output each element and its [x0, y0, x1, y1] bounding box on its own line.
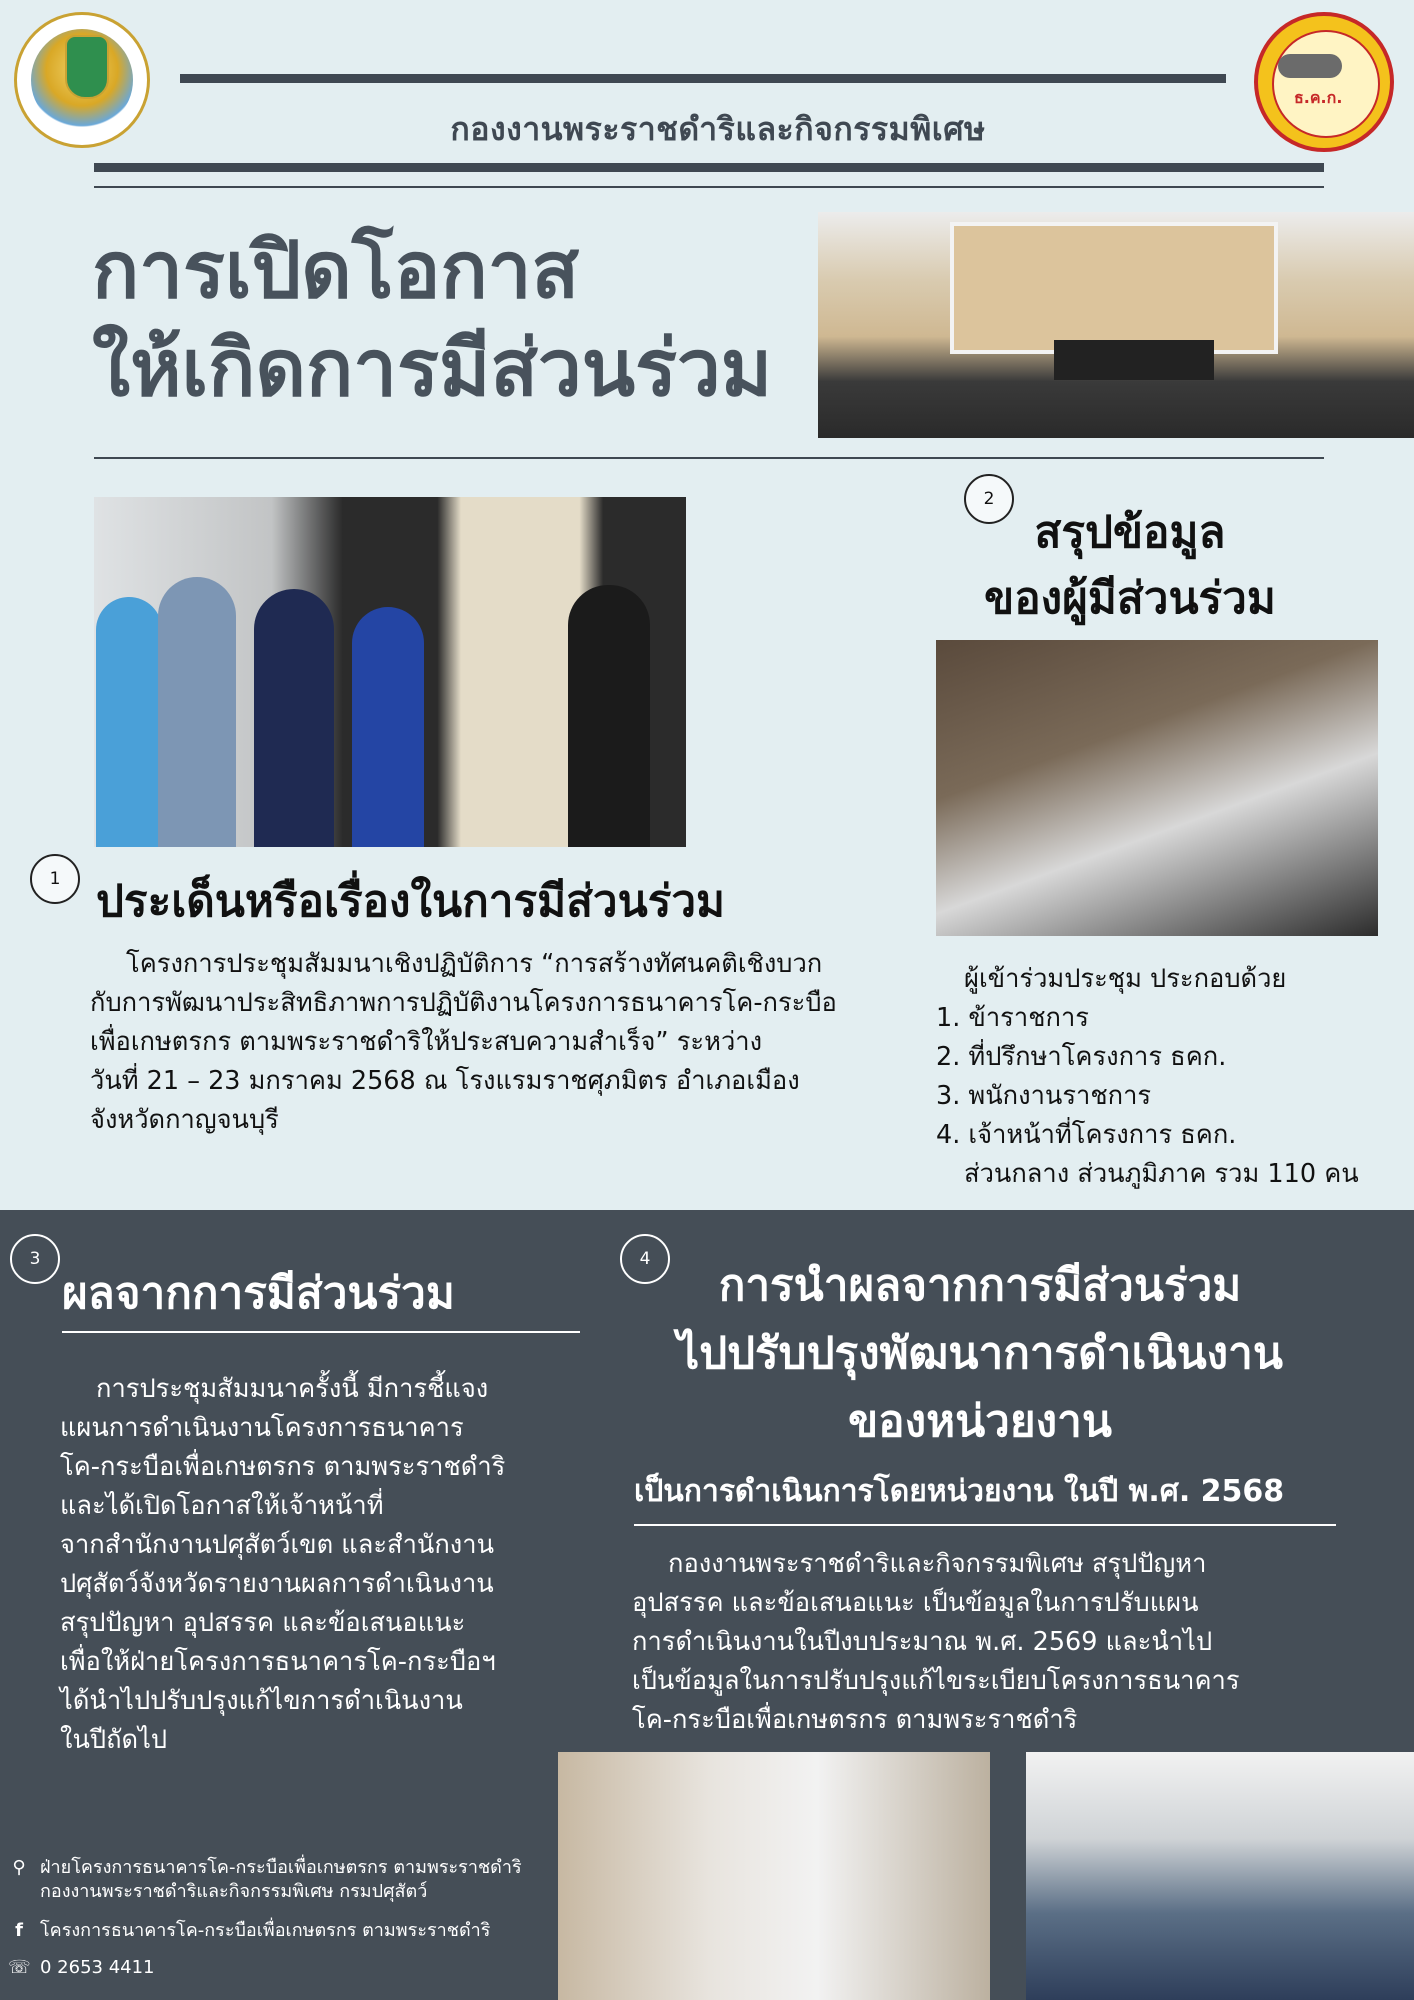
footer-phone-number: 0 2653 4411 [40, 1957, 155, 1978]
audience-crowd-photo [1026, 1752, 1414, 2000]
section-3-body [60, 1370, 580, 1760]
footer-address [8, 1856, 522, 1904]
footer-address-line-2: กองงานพระราชดำริและกิจกรรมพิเศษ กรมปศุสัตว์ [40, 1881, 428, 1902]
footer-phone [8, 1956, 155, 1980]
section-2-participant-list [936, 960, 1396, 1194]
section-2-line: 3. พนักงานราชการ [936, 1081, 1152, 1111]
title-line-2: ให้เกิดการมีส่วนร่วม [92, 324, 773, 414]
section-1-line: จังหวัดกาญจนบุรี [90, 1105, 279, 1135]
section-3-divider [62, 1331, 580, 1333]
facebook-icon: f [15, 1920, 23, 1941]
section-1-number: 1 [30, 854, 80, 904]
section-1-line: เพื่อเกษตรกร ตามพระราชดำริให้ประสบความสำเร็จ” ระหว่าง [90, 1027, 763, 1057]
section-4-heading [620, 1252, 1340, 1456]
section-1-body [90, 945, 880, 1140]
section-1-line: กับการพัฒนาประสิทธิภาพการปฏิบัติงานโครงการธนาคารโค-กระบือ [90, 988, 837, 1018]
section-3-line: จากสำนักงานปศุสัตว์เขต และสำนักงาน [60, 1530, 494, 1560]
header-bar-thin [94, 186, 1324, 188]
section-3-line: และได้เปิดโอกาสให้เจ้าหน้าที่ [60, 1491, 384, 1521]
header-bar-thick [94, 163, 1324, 172]
footer-address-line-1: ฝ่ายโครงการธนาคารโค-กระบือเพื่อเกษตรกร ตามพระราชดำริ [40, 1857, 522, 1878]
section-2-heading-line-2: ของผู้มีส่วนร่วม [984, 573, 1276, 624]
section-4-line: โค-กระบือเพื่อเกษตรกร ตามพระราชดำริ [632, 1705, 1078, 1735]
section-3-line: โค-กระบือเพื่อเกษตรกร ตามพระราชดำริ [60, 1452, 506, 1482]
section-3-line: สรุปปัญหา อุปสรรค และข้อเสนอแนะ [60, 1608, 466, 1638]
section-3-line: เพื่อให้ฝ่ายโครงการธนาคารโค-กระบือฯ [60, 1647, 496, 1677]
section-4-body [632, 1545, 1332, 1740]
department-name: กองงานพระราชดำริและกิจกรรมพิเศษ [450, 110, 986, 148]
section-4-line: เป็นข้อมูลในการปรับปรุงแก้ไขระเบียบโครงการธนาคาร [632, 1666, 1240, 1696]
page-title [92, 222, 812, 418]
speaker-photo [558, 1752, 990, 2000]
section-3-line: ในปีถัดไป [60, 1725, 168, 1755]
workshop-discussion-photo [936, 640, 1378, 936]
section-4-subheading: เป็นการดำเนินการโดยหน่วยงาน ในปี พ.ศ. 2568 [634, 1474, 1285, 1509]
section-3-line: แผนการดำเนินงานโครงการธนาคาร [60, 1413, 464, 1443]
bank-cattle-logo [1254, 12, 1394, 152]
section-2-line: 4. เจ้าหน้าที่โครงการ ธคก. [936, 1120, 1237, 1150]
section-4-heading-line-2: ไปปรับปรุงพัฒนาการดำเนินงาน [677, 1328, 1283, 1379]
divider-line [94, 457, 1324, 459]
conference-hall-photo [818, 212, 1414, 438]
section-4-heading-line-3: ของหน่วยงาน [848, 1396, 1112, 1447]
section-4-line: การดำเนินงานในปีงบประมาณ พ.ศ. 2569 และนำไป [632, 1627, 1213, 1657]
section-3-line: การประชุมสัมมนาครั้งนี้ มีการชี้แจง [96, 1374, 489, 1404]
department-emblem-logo [14, 12, 150, 148]
section-3-line: ได้นำไปปรับปรุงแก้ไขการดำเนินงาน [60, 1686, 463, 1716]
section-4-heading-line-1: การนำผลจากการมีส่วนร่วม [718, 1260, 1242, 1311]
section-4-line: กองงานพระราชดำริและกิจกรรมพิเศษ สรุปปัญหา [668, 1549, 1207, 1579]
phone-icon: ☏ [8, 1957, 31, 1978]
section-3-number: 3 [10, 1234, 60, 1284]
footer-facebook-text: โครงการธนาคารโค-กระบือเพื่อเกษตรกร ตามพระราชดำริ [40, 1920, 491, 1941]
section-2-heading-line-1: สรุปข้อมูล [1034, 507, 1226, 558]
section-4-number: 4 [620, 1234, 670, 1284]
header-bar-top [180, 74, 1226, 83]
section-4-divider [634, 1524, 1336, 1526]
logo-lettering: ธ.ค.ก. [1294, 88, 1343, 107]
section-1-line: วันที่ 21 – 23 มกราคม 2568 ณ โรงแรมราชศุภมิตร อำเภอเมือง [90, 1066, 800, 1096]
participants-group-photo [94, 497, 686, 847]
section-2-line: 2. ที่ปรึกษาโครงการ ธคก. [936, 1042, 1227, 1072]
section-3-line: ปศุสัตว์จังหวัดรายงานผลการดำเนินงาน [60, 1569, 494, 1599]
section-2-heading [930, 500, 1330, 632]
section-2-number: 2 [964, 474, 1014, 524]
section-2-line: ผู้เข้าร่วมประชุม ประกอบด้วย [964, 964, 1287, 994]
section-4-line: อุปสรรค และข้อเสนอแนะ เป็นข้อมูลในการปรับแผน [632, 1588, 1199, 1618]
title-line-1: การเปิดโอกาส [92, 226, 580, 316]
section-2-line: 1. ข้าราชการ [936, 1003, 1089, 1033]
section-1-line: โครงการประชุมสัมมนาเชิงปฏิบัติการ “การสร้างทัศนคติเชิงบวก [126, 949, 823, 979]
section-3-heading: ผลจากการมีส่วนร่วม [62, 1268, 455, 1319]
section-2-line: ส่วนกลาง ส่วนภูมิภาค รวม 110 คน [964, 1159, 1359, 1189]
section-1-heading: ประเด็นหรือเรื่องในการมีส่วนร่วม [96, 876, 726, 927]
location-pin-icon: ⚲ [12, 1857, 26, 1878]
footer-facebook [8, 1919, 490, 1943]
